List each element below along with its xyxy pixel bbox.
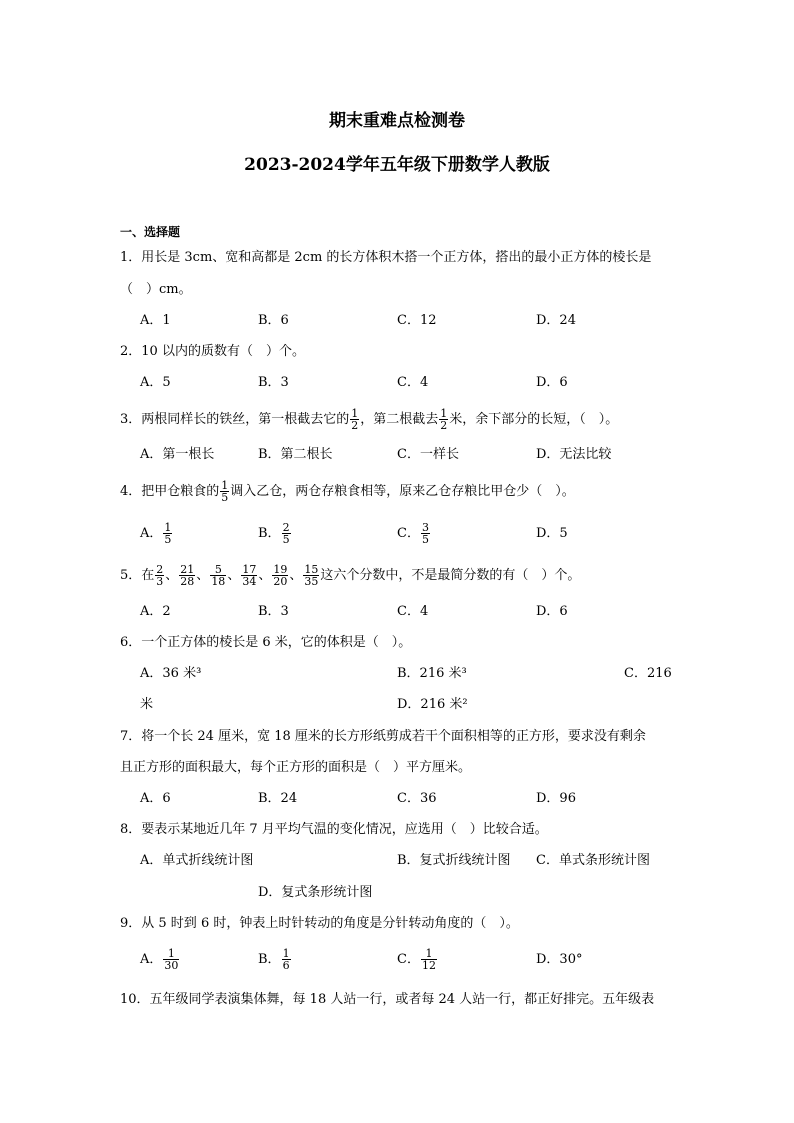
q4-option-b [258,522,292,545]
q5-fraction-denominator: 34 [242,575,257,588]
q4-option-a-fraction [163,522,172,545]
q5-fraction [241,564,257,587]
q3-text-mid: ，第二根截去 [360,412,439,427]
q9-c-numerator: 1 [421,948,437,960]
q4-b-denominator: 5 [282,533,290,546]
q4-fraction [220,480,229,503]
q4-option-d: D．5 [536,526,568,541]
q7-option-b: B．24 [258,791,298,806]
q9-option-b-label: B． [258,952,281,967]
q3-fraction-1 [350,408,359,431]
question-4-text [120,480,575,503]
q5-fraction [210,564,226,587]
page-title: 期末重难点检测卷 [329,111,465,131]
q4-text-pre: 4．把甲仓粮食的 [120,484,220,499]
q4-a-denominator: 5 [164,533,172,546]
q5-fraction-numerator: 19 [273,563,288,576]
q5-separator: 、 [289,568,303,583]
question-2-text: 2．10 以内的质数有（ ）个。 [120,344,305,359]
q6-option-d: D．216 米² [397,697,468,712]
q5-text-pre: 5．在 [120,568,155,583]
q5-fraction-numerator: 2 [156,563,164,576]
q1-option-d: D．24 [536,313,576,328]
q4-text-post: 调入乙仓，两仓存粮食相等，原来乙仓存粮比甲仓少（ ）。 [230,484,575,499]
q8-option-a: A．单式折线统计图 [140,853,254,868]
q5-separator: 、 [227,568,241,583]
q5-fraction-numerator: 5 [210,564,226,576]
q9-option-b [258,948,292,971]
question-1-text-cont: （ ）cm。 [120,282,192,297]
q4-c-numerator: 3 [421,521,429,534]
question-10-text: 10．五年级同学表演集体舞，每 18 人站一行，或者每 24 人站一行，都正好排完。五年级表 [120,992,655,1007]
q4-f-denominator: 5 [221,491,229,504]
q2-option-a: A．5 [140,375,171,390]
q7-option-a: A．6 [140,791,171,806]
q5-option-b: B．3 [258,604,289,619]
q4-option-c-fraction [421,522,430,545]
q2-option-d: D．6 [536,375,568,390]
q5-fraction-list [154,563,320,588]
q3-f2-denominator: 2 [440,419,448,432]
q3-text-post: 米，余下部分的长短，（ ）。 [449,412,619,427]
q4-b-numerator: 2 [282,521,290,534]
q6-option-c-unit: 米 [140,697,154,712]
question-7-text: 7．将一个长 24 厘米，宽 18 厘米的长方形纸剪成若干个面积相等的正方形，要求没有剩余 [120,729,646,744]
q3-f2-numerator: 1 [440,407,448,420]
q4-option-b-fraction [282,522,291,545]
q5-fraction [155,564,164,587]
q7-option-d: D．96 [536,791,576,806]
q3-option-a: A．第一根长 [140,447,215,462]
q2-option-c: C．4 [397,375,429,390]
q3-text-pre: 3．两根同样长的铁丝，第一根截去它的 [120,412,350,427]
q5-fraction-denominator: 18 [211,575,226,588]
q7-option-c: C．36 [397,791,437,806]
q4-c-denominator: 5 [421,533,429,546]
q9-option-c-fraction [421,948,437,971]
question-5-text [120,564,580,587]
question-8-text: 8．要表示某地近几年 7 月平均气温的变化情况，应选用（ ）比较合适。 [120,822,548,837]
q9-a-numerator: 1 [163,948,179,960]
q9-b-numerator: 1 [282,947,290,960]
q9-b-denominator: 6 [282,959,290,972]
q2-option-b: B．3 [258,375,289,390]
page-subtitle: 2023-2024学年五年级下册数学人教版 [244,155,550,175]
q8-option-b: B．复式折线统计图 [397,853,511,868]
q4-option-c-label: C． [397,526,420,541]
q9-option-a [140,948,180,971]
q3-fraction-2 [439,408,448,431]
q9-option-a-fraction [163,948,179,971]
q4-f-numerator: 1 [221,479,229,492]
question-7-text-cont: 且正方形的面积最大，每个正方形的面积是（ ）平方厘米。 [120,760,472,775]
q5-separator: 、 [196,568,210,583]
q9-option-d: D．30° [536,952,583,967]
question-1-text: 1．用长是 3cm、宽和高都是 2cm 的长方体积木搭一个正方体，搭出的最小正方体的棱长是 [120,250,652,265]
question-3-text [120,408,618,431]
q3-f1-denominator: 2 [351,419,359,432]
q5-fraction [272,564,288,587]
q1-option-c: C．12 [397,313,437,328]
q5-separator: 、 [258,568,272,583]
q5-fraction-numerator: 17 [242,563,257,576]
q4-option-a [140,522,173,545]
q5-option-d: D．6 [536,604,568,619]
q8-option-c: C．单式条形统计图 [536,853,650,868]
q3-option-b: B．第二根长 [258,447,333,462]
q5-fraction [179,564,195,587]
q3-f1-numerator: 1 [351,407,359,420]
q9-option-c [397,948,438,971]
q5-text-post: 这六个分数中，不是最简分数的有（ ）个。 [320,568,581,583]
q9-option-b-fraction [282,948,291,971]
q6-option-b: B．216 米³ [397,666,467,681]
q8-option-d: D．复式条形统计图 [258,885,373,900]
q5-fraction-denominator: 3 [156,575,164,588]
q6-option-a: A．36 米³ [140,666,202,681]
question-9-text: 9．从 5 时到 6 时，钟表上时针转动的角度是分针转动角度的（ ）。 [120,916,519,931]
question-6-text: 6．一个正方体的棱长是 6 米，它的体积是（ ）。 [120,635,412,650]
q5-fraction-numerator: 21 [180,563,195,576]
q4-option-a-label: A． [140,526,163,541]
q5-separator: 、 [165,568,179,583]
q5-fraction-numerator: 15 [304,563,319,576]
q1-option-b: B．6 [258,313,289,328]
q6-option-c: C．216 [624,666,672,681]
q3-option-c: C．一样长 [397,447,459,462]
q9-a-denominator: 30 [164,959,179,972]
q5-fraction-denominator: 35 [304,575,319,588]
q4-option-b-label: B． [258,526,281,541]
q4-a-numerator: 1 [164,521,172,534]
q9-option-a-label: A． [140,952,163,967]
q9-c-denominator: 12 [421,959,436,972]
q5-fraction-denominator: 20 [273,575,288,588]
q1-option-a: A．1 [140,313,171,328]
q5-fraction [303,564,319,587]
q9-option-c-label: C． [397,952,420,967]
q4-option-c [397,522,431,545]
q3-option-d: D．无法比较 [536,447,612,462]
q5-option-c: C．4 [397,604,429,619]
q5-option-a: A．2 [140,604,171,619]
section-heading: 一、选择题 [120,225,181,239]
q5-fraction-denominator: 28 [180,575,195,588]
